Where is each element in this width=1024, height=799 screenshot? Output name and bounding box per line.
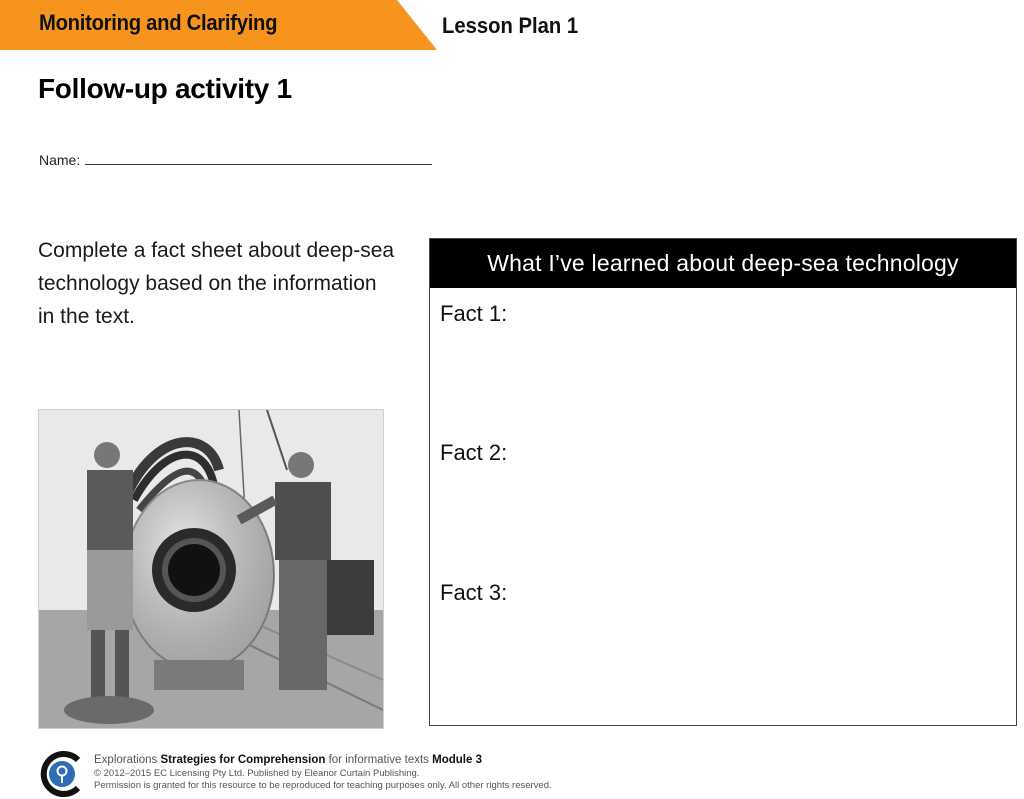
footer-series-suffix: for informative texts	[328, 754, 429, 766]
fact-sheet-header: What I’ve learned about deep-sea technology	[430, 239, 1016, 288]
fact-3-answer-area[interactable]	[440, 610, 1006, 710]
page-title: Follow-up activity 1	[38, 73, 292, 104]
footer-series-title: Strategies for Comprehension	[160, 754, 326, 766]
fact-3-label: Fact 3:	[440, 580, 508, 605]
name-input-line[interactable]	[85, 150, 432, 165]
lesson-label: Lesson Plan 1	[442, 13, 579, 38]
name-field-row	[39, 150, 432, 168]
fact-1-answer-area[interactable]	[440, 331, 1006, 431]
footer-text	[94, 753, 552, 792]
fact-1-label: Fact 1:	[440, 301, 508, 326]
photo-bathysphere-icon	[39, 410, 383, 728]
name-label: Name:	[39, 152, 81, 168]
instructions-text: Complete a fact sheet about deep-sea technology based on the information in the text.	[38, 239, 395, 328]
fact-2-label: Fact 2:	[440, 440, 508, 465]
footer-series-line	[94, 753, 552, 768]
fact-2-answer-area[interactable]	[440, 470, 1006, 570]
section-title: Monitoring and Clarifying	[39, 10, 278, 35]
fact-sheet-table	[429, 238, 1017, 726]
footer-copyright: © 2012–2015 EC Licensing Pty Ltd. Published by Eleanor Curtain Publishing.	[94, 768, 420, 779]
footer	[38, 750, 638, 798]
ec-publishing-logo-icon	[38, 750, 86, 798]
footer-permission: Permission is granted for this resource to be reproduced for teaching purposes only. All other rights reserved.	[94, 780, 552, 791]
bathysphere-photo	[38, 409, 384, 729]
footer-module: Module 3	[432, 754, 482, 766]
footer-series-prefix: Explorations	[94, 754, 158, 766]
